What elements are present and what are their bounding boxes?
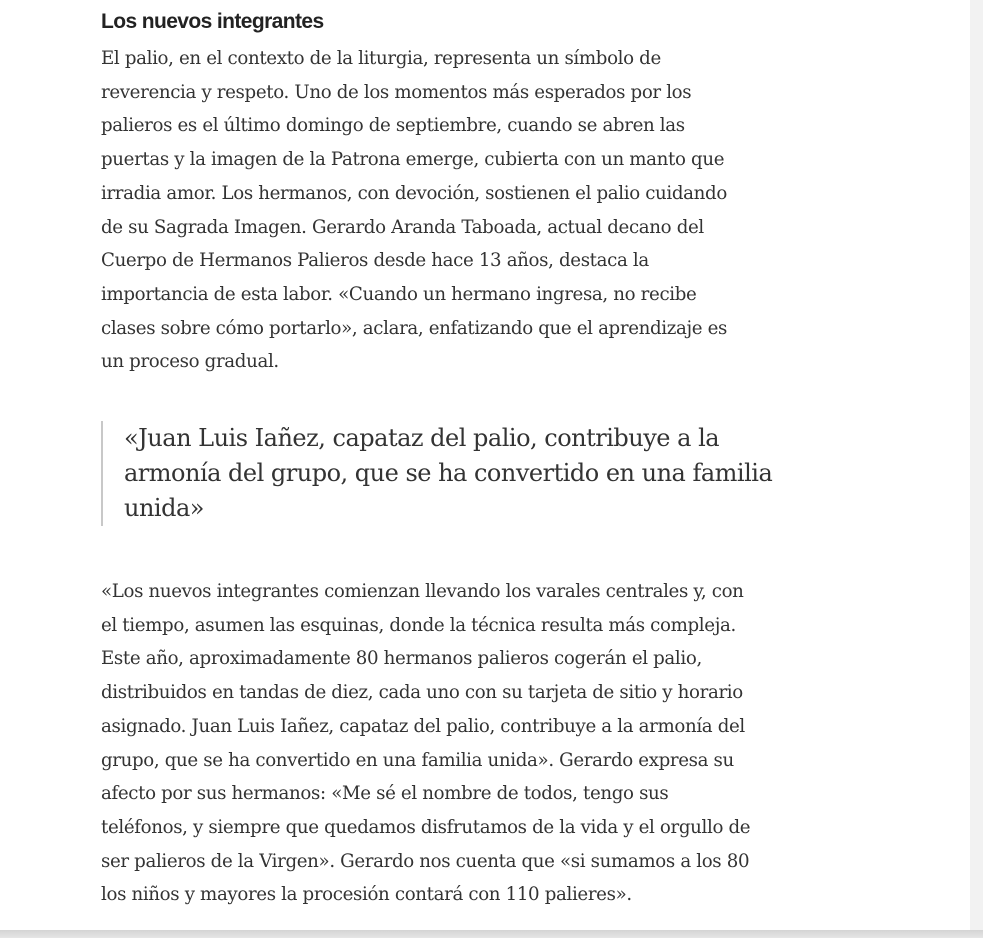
section-heading: Los nuevos integrantes	[101, 10, 324, 33]
paragraph-line: un proceso gradual.	[101, 351, 279, 373]
paragraph-line: grupo, que se ha convertido en una familia unida». Gerardo expresa su	[101, 749, 734, 771]
paragraph-line: distribuidos en tandas de diez, cada uno con su tarjeta de sitio y horario	[101, 682, 743, 704]
paragraph-line: clases sobre cómo portarlo», aclara, enfatizando que el aprendizaje es	[101, 317, 727, 339]
paragraph-line: Este año, aproximadamente 80 hermanos palieros cogerán el palio,	[101, 648, 702, 670]
article-paragraph-2	[101, 575, 871, 912]
paragraph-line: de su Sagrada Imagen. Gerardo Aranda Taboada, actual decano del	[101, 216, 704, 238]
paragraph-line: ser palieros de la Virgen». Gerardo nos cuenta que «si sumamos a los 80	[101, 850, 750, 872]
page-bottom-shadow	[0, 930, 983, 938]
paragraph-line: asignado. Juan Luis Iañez, capataz del palio, contribuye a la armonía del	[101, 715, 745, 737]
paragraph-line: «Los nuevos integrantes comienzan llevando los varales centrales y, con	[101, 581, 744, 602]
paragraph-line: reverencia y respeto. Uno de los momentos más esperados por los	[101, 81, 692, 103]
paragraph-line: Cuerpo de Hermanos Palieros desde hace 13 años, destaca la	[101, 250, 649, 272]
paragraph-line: teléfonos, y siempre que quedamos disfrutamos de la vida y el orgullo de	[101, 816, 751, 838]
paragraph-line: los niños y mayores la procesión contará con 110 palieres».	[101, 884, 632, 906]
paragraph-line: afecto por sus hermanos: «Me sé el nombre de todos, tengo sus	[101, 783, 669, 805]
pull-quote	[101, 421, 863, 526]
paragraph-line: el tiempo, asumen las esquinas, donde la técnica resulta más compleja.	[101, 614, 736, 636]
paragraph-line: irradia amor. Los hermanos, con devoción, sostienen el palio cuidando	[101, 182, 727, 204]
paragraph-line: El palio, en el contexto de la liturgia, representa un símbolo de	[101, 48, 661, 69]
quote-line: unida»	[124, 494, 204, 522]
paragraph-line: palieros es el último domingo de septiembre, cuando se abren las	[101, 115, 685, 137]
quote-line: «Juan Luis Iañez, capataz del palio, contribuye a la	[124, 424, 720, 452]
pull-quote-text	[103, 421, 863, 526]
quote-line: armonía del grupo, que se ha convertido en una familia	[124, 459, 773, 487]
paragraph-line: puertas y la imagen de la Patrona emerge, cubierta con un manto que	[101, 149, 725, 171]
paragraph-line: importancia de esta labor. «Cuando un hermano ingresa, no recibe	[101, 283, 697, 305]
article-paragraph-1	[101, 42, 871, 379]
